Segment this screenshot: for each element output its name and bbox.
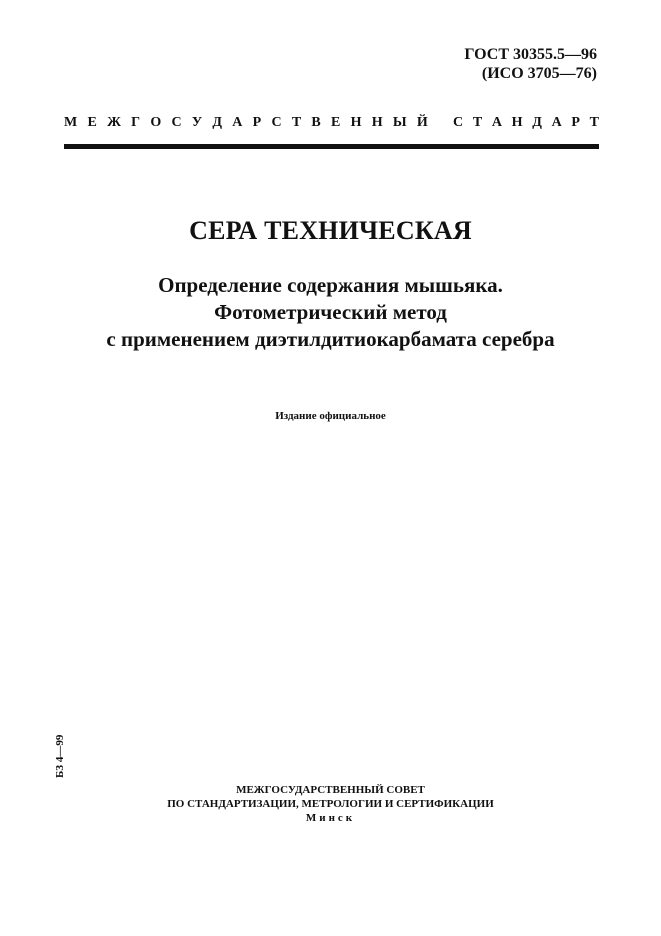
publisher-city: Минск xyxy=(305,812,356,824)
heading-letter: Н xyxy=(371,115,383,130)
document-subtitle xyxy=(0,272,661,353)
heading-divider xyxy=(64,144,599,149)
iso-reference: (ИСО 3705—76) xyxy=(481,65,597,82)
publisher-block xyxy=(0,783,661,825)
heading-letter: Н xyxy=(511,115,523,130)
side-code: БЗ 4—99 xyxy=(54,734,66,778)
heading-letter: Д xyxy=(532,115,542,130)
document-title: СЕРА ТЕХНИЧЕСКАЯ xyxy=(189,216,472,245)
edition-note: Издание официальное xyxy=(275,410,386,422)
heading-letter: Ж xyxy=(107,115,121,130)
subtitle-line: Фотометрический метод xyxy=(214,300,447,324)
heading-letter: Т xyxy=(291,115,302,130)
heading-letter: Т xyxy=(589,115,599,130)
heading-letter: А xyxy=(551,115,562,130)
subtitle-line: Определение содержания мышьяка. xyxy=(158,273,503,297)
heading-letter: Г xyxy=(131,115,141,130)
heading-letter: Е xyxy=(87,115,97,130)
heading-letter: С xyxy=(171,115,182,130)
heading-letter: Й xyxy=(416,115,428,130)
standard-type-heading xyxy=(64,115,599,131)
heading-letter: Д xyxy=(212,115,223,130)
heading-letter: С xyxy=(271,115,282,130)
standard-designation xyxy=(464,45,597,83)
heading-letter: Р xyxy=(252,115,262,130)
publisher-line: МЕЖГОСУДАРСТВЕННЫЙ СОВЕТ xyxy=(236,784,425,796)
heading-letter: Р xyxy=(571,115,580,130)
heading-letter: М xyxy=(64,115,78,130)
standard-number: ГОСТ 30355.5—96 xyxy=(464,46,597,63)
heading-letter: Ы xyxy=(392,115,407,130)
publisher-line: ПО СТАНДАРТИЗАЦИИ, МЕТРОЛОГИИ И СЕРТИФИКАЦИИ xyxy=(167,798,494,810)
heading-letter: А xyxy=(491,115,502,130)
heading-letter: Н xyxy=(350,115,362,130)
heading-letter: А xyxy=(232,115,243,130)
standard-type-word-interstate xyxy=(64,115,428,131)
heading-letter: С xyxy=(453,115,464,130)
heading-letter: У xyxy=(191,115,203,130)
heading-letter: Т xyxy=(472,115,483,130)
heading-letter: В xyxy=(311,115,321,130)
heading-letter: О xyxy=(150,115,162,130)
subtitle-line: с применением диэтилдитиокарбамата серебра xyxy=(106,327,555,351)
standard-type-word-standard xyxy=(453,115,599,131)
heading-letter: Е xyxy=(331,115,341,130)
